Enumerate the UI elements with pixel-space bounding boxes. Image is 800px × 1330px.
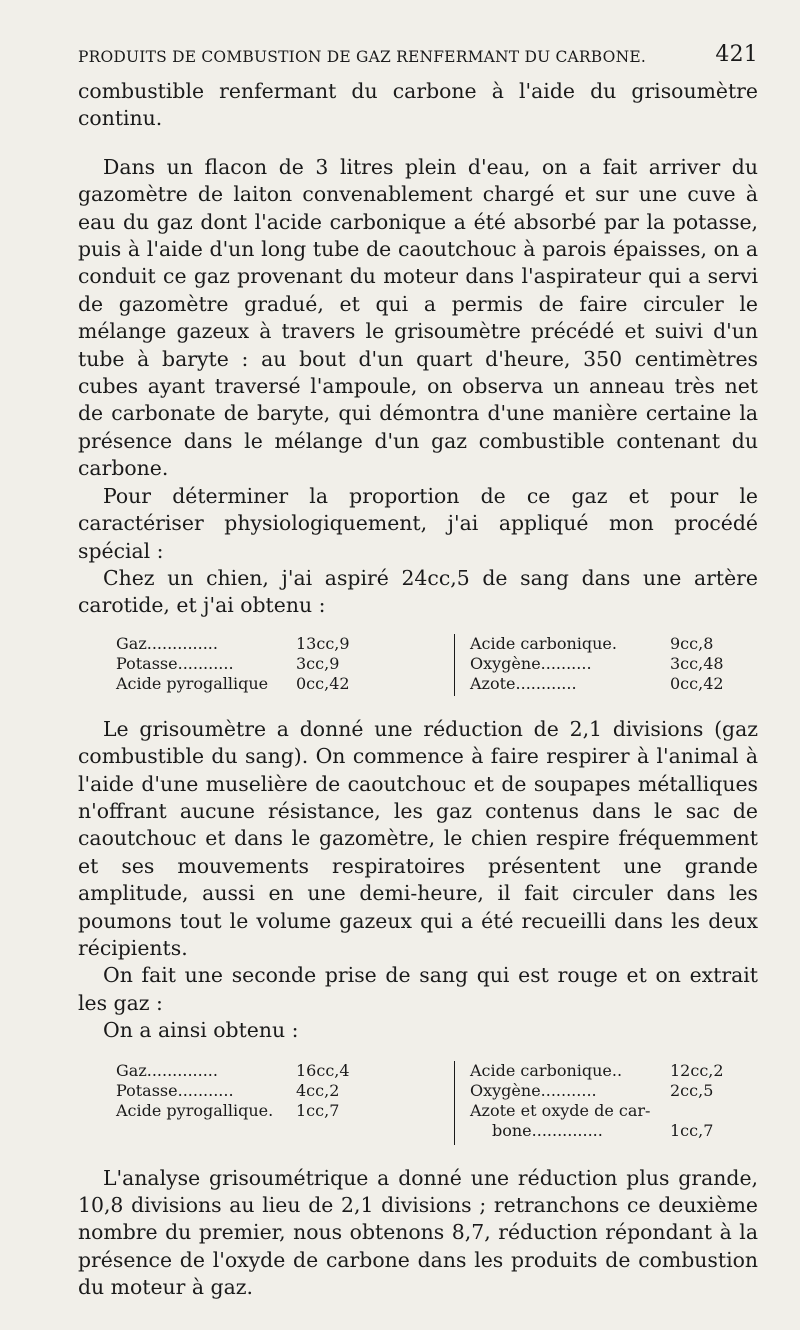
paragraph-second-sample: On fait une seconde prise de sang qui est rouge et on extrait les gaz : bbox=[78, 963, 758, 1015]
table-row bbox=[470, 654, 770, 674]
page-body bbox=[78, 78, 758, 1302]
table-row bbox=[470, 674, 770, 694]
table-row bbox=[116, 1101, 436, 1121]
table-label: Potasse........... bbox=[116, 1080, 234, 1100]
gas-table-first-left bbox=[116, 634, 436, 694]
table-value: 1cc,7 bbox=[296, 1100, 340, 1120]
paragraph-continuation: combustible renfermant du carbone à l'aide du grisoumètre continu. bbox=[78, 79, 758, 131]
table-divider bbox=[454, 1061, 455, 1145]
gas-table-second bbox=[116, 1061, 766, 1147]
table-label: Oxygène.......... bbox=[470, 653, 592, 673]
paragraph-reduction: Le grisoumètre a donné une réduction de 2,1 divisions (gaz combustible du sang). On commence à faire respirer à l'animal à l'aide d'une muselière de caoutchouc et de soupapes métalliques n'offrant aucune résistance, les gaz contenus dans le sac de caoutchouc et dans le gazomètre, le chien respire fréquemment et ses mouvements respiratoires présentent une grande amplitude, aussi en une demi-heure, il fait circuler dans les poumons tout le volume gazeux qui a été recueilli dans les deux récipients. bbox=[78, 716, 758, 960]
paragraph-analysis: L'analyse grisoumétrique a donné une réduction plus grande, 10,8 divisions au lieu de 2,1 divisions ; retranchons ce deuxième nombre du premier, nous obtenons 8,7, réduction répondant à la présence de l'oxyde de carbone dans les produits de combustion du moteur à gaz. bbox=[78, 1165, 758, 1300]
table-label: Potasse........... bbox=[116, 653, 234, 673]
gas-table-first bbox=[116, 634, 766, 700]
gas-table-first-right bbox=[470, 634, 770, 694]
paragraph-first-sample: Chez un chien, j'ai aspiré 24cc,5 de sang dans une artère carotide, et j'ai obtenu : bbox=[78, 565, 758, 618]
page-number: 421 bbox=[715, 42, 758, 67]
paragraph-obtained: On a ainsi obtenu : bbox=[103, 1018, 299, 1043]
table-label: Azote............ bbox=[470, 673, 577, 693]
table-row bbox=[116, 654, 436, 674]
table-label: Acide pyrogallique. bbox=[116, 1100, 274, 1120]
table-row bbox=[470, 1101, 770, 1121]
table-value: 3cc,9 bbox=[296, 653, 340, 673]
table-value: 13cc,9 bbox=[296, 633, 350, 653]
table-row bbox=[470, 1081, 770, 1101]
paragraph-procedure: Pour déterminer la proportion de ce gaz et pour le caractériser physiologiquement, j'ai appliqué mon procédé spécial : bbox=[78, 483, 758, 563]
table-divider bbox=[454, 634, 455, 696]
table-value: 4cc,2 bbox=[296, 1080, 340, 1100]
table-value: 0cc,42 bbox=[670, 673, 724, 693]
table-value: 9cc,8 bbox=[670, 633, 714, 653]
table-row bbox=[470, 1061, 770, 1081]
table-label: Oxygène........... bbox=[470, 1080, 597, 1100]
table-label: bone.............. bbox=[492, 1120, 603, 1140]
table-label: Gaz.............. bbox=[116, 1060, 218, 1080]
table-label: Acide carbonique. bbox=[470, 633, 617, 653]
table-row bbox=[470, 1121, 770, 1141]
table-row bbox=[116, 1081, 436, 1101]
table-label: Gaz.............. bbox=[116, 633, 218, 653]
table-row bbox=[116, 634, 436, 654]
table-value: 1cc,7 bbox=[670, 1120, 714, 1140]
gas-table-second-left bbox=[116, 1061, 436, 1121]
table-label: Azote et oxyde de car- bbox=[470, 1100, 651, 1120]
table-value: 2cc,5 bbox=[670, 1080, 714, 1100]
table-value: 16cc,4 bbox=[296, 1060, 350, 1080]
table-value: 3cc,48 bbox=[670, 653, 724, 673]
table-value: 12cc,2 bbox=[670, 1060, 724, 1080]
table-row bbox=[116, 674, 436, 694]
running-title: PRODUITS DE COMBUSTION DE GAZ RENFERMANT DU CARBONE. bbox=[78, 48, 646, 66]
gas-table-second-right bbox=[470, 1061, 770, 1141]
paragraph-experiment: Dans un flacon de 3 litres plein d'eau, on a fait arriver du gazomètre de laiton convenablement chargé et sur une cuve à eau du gaz dont l'acide carbonique a été absorbé par la potasse, puis à l'aide d'un long tube de caoutchouc à parois épaisses, on a conduit ce gaz provenant du moteur dans l'aspirateur qui a servi de gazomètre gradué, et qui a permis de faire circuler le mélange gazeux à travers le grisoumètre précédé et suivi d'un tube à baryte : au bout d'un quart d'heure, 350 centimètres cubes ayant traversé l'ampoule, on observa un anneau très net de carbonate de baryte, qui démontra d'une manière certaine la présence dans le mélange d'un gaz combustible contenant du carbone. bbox=[78, 154, 758, 481]
table-row bbox=[116, 1061, 436, 1081]
table-value: 0cc,42 bbox=[296, 673, 350, 693]
table-label: Acide pyrogallique bbox=[116, 673, 269, 693]
table-label: Acide carbonique.. bbox=[470, 1060, 623, 1080]
table-row bbox=[470, 634, 770, 654]
running-header bbox=[78, 42, 758, 74]
